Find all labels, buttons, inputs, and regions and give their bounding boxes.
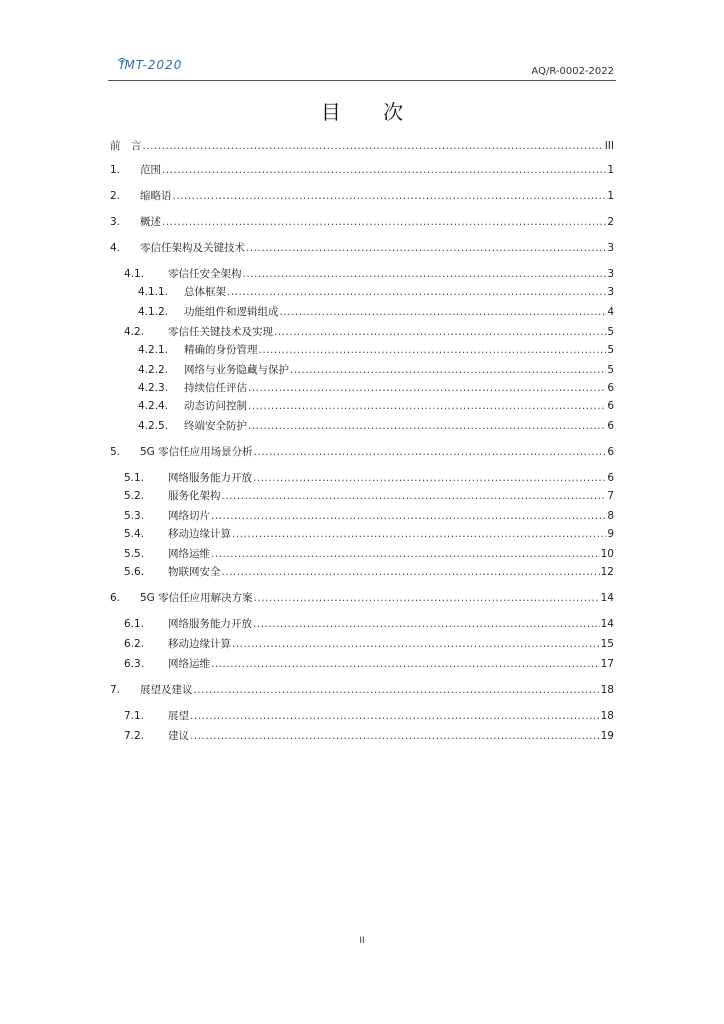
toc-entry-number: 4.2.3. (138, 382, 169, 394)
toc-leader-dots (243, 266, 607, 282)
toc-entry-page: 6 (607, 420, 614, 432)
toc-leader-dots (248, 380, 606, 396)
toc-entry-label: 概述 (140, 216, 161, 228)
toc-leader-dots (290, 362, 606, 378)
toc-entry-label: 功能组件和逻辑组成 (184, 306, 279, 318)
toc-entry[interactable] (110, 444, 614, 460)
toc-entry-page: 15 (600, 638, 614, 650)
toc-entry-label: 展望及建议 (140, 684, 193, 696)
toc-entry-page: 12 (600, 566, 614, 578)
toc-leader-dots (190, 708, 600, 724)
toc-leader-dots (280, 304, 607, 320)
toc-entry-page: 4 (607, 306, 614, 318)
toc-entry-number: 5. (110, 446, 121, 458)
toc-entry-number: 4.1.1. (138, 286, 169, 298)
toc-entry-page: 1 (607, 190, 614, 202)
toc-entry[interactable] (110, 138, 614, 154)
toc-entry-label: 移动边缘计算 (168, 528, 231, 540)
toc-entry[interactable] (138, 362, 614, 378)
toc-entry-page: 14 (600, 592, 614, 604)
page-title: 目 次 (320, 100, 422, 124)
toc-entry-label: 网络运维 (168, 658, 210, 670)
toc-entry-number: 5.6. (124, 566, 145, 578)
toc-entry-page: 17 (600, 658, 614, 670)
toc-entry-label: 网络服务能力开放 (168, 472, 252, 484)
toc-entry-page: 6 (607, 400, 614, 412)
toc-entry-number: 4.2.2. (138, 364, 169, 376)
toc-entry[interactable] (124, 708, 614, 724)
toc-entry-number: 5.1. (124, 472, 145, 484)
toc-entry-label: 网络服务能力开放 (168, 618, 252, 630)
toc-leader-dots (162, 162, 606, 178)
toc-entry-number: 5.3. (124, 510, 145, 522)
toc-entry-number: 5.2. (124, 490, 145, 502)
toc-entry[interactable] (124, 508, 614, 524)
toc-entry-page: 14 (600, 618, 614, 630)
toc-entry-label: 5G 零信任应用场景分析 (140, 446, 253, 458)
toc-entry-page: 5 (607, 344, 614, 356)
toc-entry-label: 物联网安全 (168, 566, 221, 578)
toc-entry-number: 3. (110, 216, 121, 228)
toc-entry-number: 6.2. (124, 638, 145, 650)
toc-entry-page: 1 (607, 164, 614, 176)
toc-entry[interactable] (124, 564, 614, 580)
toc-entry[interactable] (138, 398, 614, 414)
toc-leader-dots (222, 488, 607, 504)
toc-entry-label: 零信任关键技术及实现 (168, 326, 273, 338)
toc-entry-number: 4.1. (124, 268, 145, 280)
toc-entry-number: 6. (110, 592, 121, 604)
toc-leader-dots (194, 682, 600, 698)
toc-entry-page: 9 (607, 528, 614, 540)
toc-leader-dots (173, 188, 607, 204)
toc-leader-dots (190, 728, 600, 744)
toc-entry-page: 18 (600, 684, 614, 696)
toc-entry-label: 动态访问控制 (184, 400, 247, 412)
toc-entry-label: 网络与业务隐藏与保护 (184, 364, 289, 376)
toc-entry[interactable] (124, 636, 614, 652)
toc-entry-label: 精确的身份管理 (184, 344, 258, 356)
toc-entry-number: 4.2.5. (138, 420, 169, 432)
toc-leader-dots (211, 546, 600, 562)
toc-leader-dots (211, 656, 600, 672)
toc-entry[interactable] (138, 304, 614, 320)
toc-entry[interactable] (110, 682, 614, 698)
toc-entry[interactable] (124, 266, 614, 282)
toc-entry-page: 2 (607, 216, 614, 228)
toc-entry-number: 2. (110, 190, 121, 202)
toc-leader-dots (162, 214, 606, 230)
toc-entry-label: 零信任安全架构 (168, 268, 242, 280)
toc-entry-label: 建议 (168, 730, 189, 742)
toc-leader-dots (253, 470, 606, 486)
toc-entry-label: 范围 (140, 164, 161, 176)
toc-entry-page: 3 (607, 268, 614, 280)
toc-entry[interactable] (110, 162, 614, 178)
document-number: AQ/R-0002-2022 (531, 66, 614, 77)
toc-entry[interactable] (124, 526, 614, 542)
toc-entry-page: 5 (607, 364, 614, 376)
logo-text: IMT-2020 (120, 58, 183, 72)
imt2020-logo (116, 55, 186, 75)
toc-entry-label: 展望 (168, 710, 189, 722)
toc-entry-label: 持续信任评估 (184, 382, 247, 394)
toc-entry-label: 零信任架构及关键技术 (140, 242, 245, 254)
toc-entry[interactable] (138, 380, 614, 396)
toc-entry[interactable] (110, 590, 614, 606)
toc-entry-number: 6.3. (124, 658, 145, 670)
toc-entry[interactable] (110, 188, 614, 204)
toc-entry-number: 1. (110, 164, 121, 176)
toc-leader-dots (248, 418, 606, 434)
toc-leader-dots (259, 342, 607, 358)
toc-leader-dots (254, 590, 600, 606)
toc-leader-dots (246, 240, 606, 256)
toc-leader-dots (248, 398, 606, 414)
toc-entry[interactable] (110, 214, 614, 230)
toc-entry-label: 缩略语 (140, 190, 172, 202)
toc-entry[interactable] (110, 240, 614, 256)
toc-entry-number: 6.1. (124, 618, 145, 630)
toc-entry-page: 5 (607, 326, 614, 338)
toc-entry-number: 4.2. (124, 326, 145, 338)
toc-entry[interactable] (124, 546, 614, 562)
toc-entry-number: 4.1.2. (138, 306, 169, 318)
toc-entry[interactable] (124, 324, 614, 340)
toc-entry-label: 服务化架构 (168, 490, 221, 502)
toc-entry[interactable] (138, 418, 614, 434)
toc-entry[interactable] (138, 342, 614, 358)
toc-entry-label: 移动边缘计算 (168, 638, 231, 650)
toc-entry-page: 19 (600, 730, 614, 742)
toc-entry-page: 18 (600, 710, 614, 722)
toc-leader-dots (211, 508, 606, 524)
toc-leader-dots (274, 324, 606, 340)
toc-entry-page: 6 (607, 446, 614, 458)
toc-entry-number: 7.2. (124, 730, 145, 742)
toc-leader-dots (232, 526, 606, 542)
toc-entry-label: 网络切片 (168, 510, 210, 522)
toc-entry-number: 4. (110, 242, 121, 254)
toc-entry-label: 终端安全防护 (184, 420, 247, 432)
toc-entry-page: 10 (600, 548, 614, 560)
toc-leader-dots (143, 138, 604, 154)
toc-entry-page: 6 (607, 382, 614, 394)
toc-entry-page: 3 (607, 286, 614, 298)
toc-leader-dots (227, 284, 606, 300)
toc-entry[interactable] (124, 728, 614, 744)
toc-leader-dots (254, 444, 607, 460)
toc-entry-label: 前 言 (110, 140, 142, 152)
toc-entry-page: 8 (607, 510, 614, 522)
toc-entry-page: 7 (607, 490, 614, 502)
page-number: II (359, 936, 365, 946)
toc-entry-number: 4.2.4. (138, 400, 169, 412)
toc-leader-dots (222, 564, 600, 580)
toc-entry-page: 3 (607, 242, 614, 254)
toc-entry-label: 5G 零信任应用解决方案 (140, 592, 253, 604)
toc-entry-number: 5.4. (124, 528, 145, 540)
toc-leader-dots (253, 616, 600, 632)
toc-entry-number: 7. (110, 684, 121, 696)
toc-leader-dots (232, 636, 600, 652)
toc-entry-number: 4.2.1. (138, 344, 169, 356)
header-divider (108, 80, 616, 81)
toc-entry[interactable] (124, 656, 614, 672)
toc-entry-number: 5.5. (124, 548, 145, 560)
toc-entry-page: III (604, 140, 614, 152)
toc-entry[interactable] (138, 284, 614, 300)
toc-entry[interactable] (124, 470, 614, 486)
toc-entry[interactable] (124, 616, 614, 632)
toc-entry-number: 7.1. (124, 710, 145, 722)
toc-entry-label: 总体框架 (184, 286, 226, 298)
toc-entry[interactable] (124, 488, 614, 504)
toc-entry-label: 网络运维 (168, 548, 210, 560)
toc-entry-page: 6 (607, 472, 614, 484)
